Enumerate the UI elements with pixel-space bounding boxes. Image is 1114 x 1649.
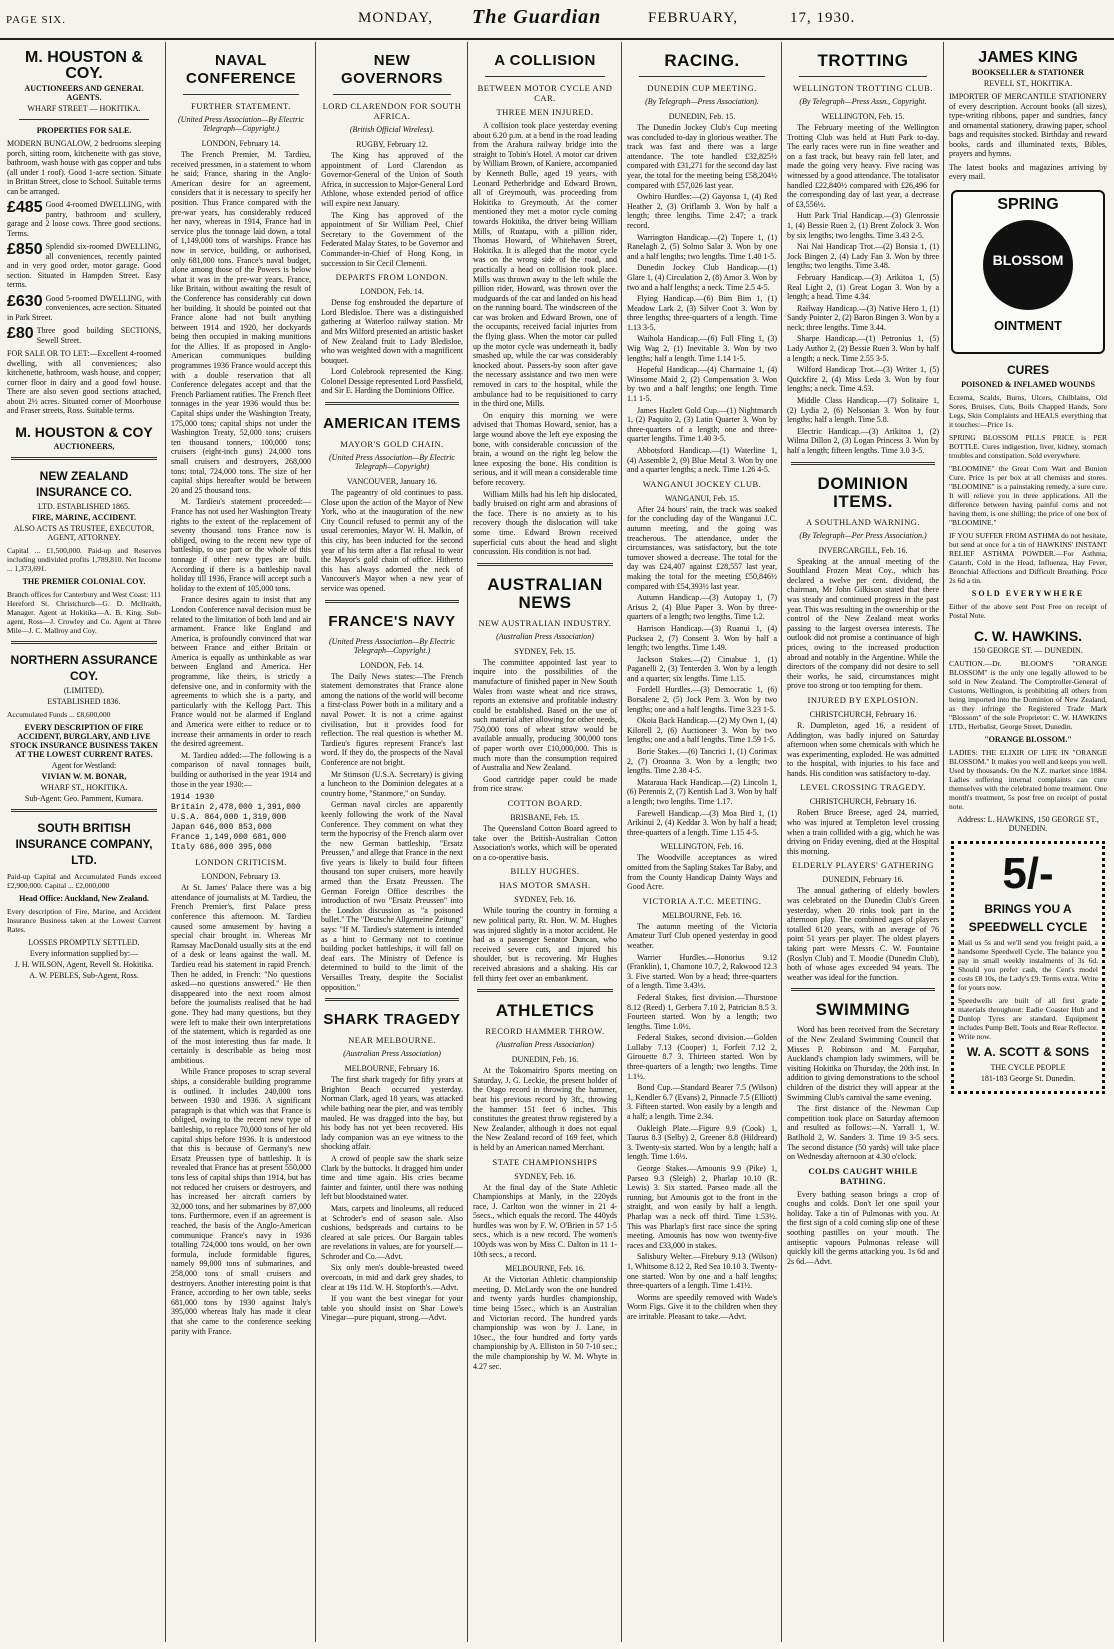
dateline: WANGANUI, Feb. 15. [665, 493, 739, 503]
race-result: Mataraua Hack Handicap.—(2) Lincoln 1, (6) Perennis 2, (7) Kentish Lad 3. Won by half a length; two lengths. Time 1.17. [627, 777, 777, 806]
paragraph: While France proposes to scrap several ships, a considerable building programme is outlined. It includes 240,000 tons between 1930 and 1936. A significant paragraph is that which was that France is obliged, owing to the recent new type of battleship, to replace 70,000 tons of her old capital ships before 1936. It is understood that this is because of Germany's new Ersatz Preussen type of battleship. It is revealed that France has at present 550,000 tons less of capital ships than 1914, but has not reduced her cruisers or destroyers, and has increased her aircraft carriers by 32,000 tons, and her submarines by 87,000 tons. Furthermore, even if an agreement is reached, the basis of the Anglo-American communique France's navy in 1936 totalling 724,000 tons would, on her own formula, include formidable figures, namely 99,000 tons of submarines, and 258,000 tons of small cruisers and destroyers. Another interesting point is that France, according to her own table, seeks 681,000 tons by 1930 against Italy's 395,000 whereas Italy has made it clear that she came to the conference seeking parity with France. [171, 1067, 311, 1336]
subheading: RECORD HAMMER THROW. [485, 1026, 605, 1037]
subheading: COTTON BOARD. [507, 798, 583, 809]
price-five-shillings: 5/- [1002, 848, 1054, 898]
article-body [627, 123, 777, 475]
subheading: DUNEDIN CUP MEETING. [647, 83, 757, 93]
article-body [321, 151, 463, 268]
headline-swimming: SWIMMING [815, 1000, 911, 1020]
paragraph: The Daily News states:—The French statement demonstrates that France alone among the nations of the world will become a first-class Power both in a military and a naval Power. It is not a crime against civilisation, but it provides food for reflection. The real question is whether M. Tardieu's figures represent France's last word. If they do, the prospects of the Naval Conference are not bright. [321, 671, 463, 767]
press-credit: (Australian Press Association) [496, 631, 594, 641]
paragraph: The February meeting of the Wellington Trotting Club was held at Hutt Park to-day. The early races were run in fine weather and on a fast track, but heavy rain fell later, and made the going very heavy. Five racing was witnessed by a good attendance. The totalisator handled £22,840½ compared with £26,496 for the corresponding day of last year, a decrease of £3,556½. [787, 123, 939, 209]
subheading: LEVEL CROSSING TRAGEDY. [800, 782, 926, 793]
paragraph: Lord Colebrook represented the King. Colonel Dessige represented Lord Passfield, and Sir E. Harding the Dominions Office. [321, 367, 463, 396]
divider [477, 989, 613, 992]
property-listing: MODERN BUNGALOW, 2 bedrooms sleeping porch, sitting room, kitchenette with gas stove, bathroom, wash house with gas copper and tubs (all under 1 roof). Good 1-acre section. Situate in Brittan Street, close to School. Suitable terms can be arranged. [7, 139, 161, 196]
race-result: Wilford Handicap Trot.—(3) Writer 1, (5) Quickfire 2, (4) Miss Leda 3. Won by four lengths; a neck. Time 4.53. [787, 365, 939, 394]
article-body [627, 853, 777, 891]
tonnage-table [171, 793, 311, 853]
race-result: Okoia Back Handicap.—(2) My Own 1, (4) Kilorell 2, (6) Auctioneer 3. Won by two lengths; one and a half lengths. Time 1.59 1-5. [627, 716, 777, 745]
subheading: NEAR MELBOURNE. [348, 1035, 436, 1046]
paragraph: France desires again to insist that any London Conference naval decision must be related to the limitation of both land and air armament. France like England and America, is profoundly convinced that war between France and either Britain or America is equally as unthinkable as war between England and America. Her programme, like theirs, is strictly a defensive one, and in conformity with the agreements to which she is a party, and particularly with the Kellogg Pact. This France would not be alarmed if England and America were either to reduce or to increase their armaments in order to reach the desired agreement. [171, 595, 311, 749]
advertisement-text: Six only men's double-breasted tweed overcoats, in mid and dark grey shades, to clear at 19s 11d. W. H. Stopforth's.—Advt. [321, 1263, 463, 1292]
press-credit: (By Telegraph—Press Association). [645, 97, 759, 106]
race-result: Railway Handicap.—(3) Native Hero 1, (1) Sandy Pointer 2, (2) Baron Bingen 3. Won by a neck; three lengths. Time 3.44. [787, 303, 939, 332]
insurance-figures: Accumulated Funds ... £8,600,000 [7, 709, 111, 719]
article-body [321, 1075, 463, 1323]
press-credit: (United Press Association—By Electric Telegraph—Copyright.) [178, 115, 304, 133]
table-row: Japan 646,000 853,000 [171, 823, 272, 833]
ad-line: THE CYCLE PEOPLE [990, 1062, 1066, 1072]
dateline: DUNEDIN, February 16. [822, 875, 904, 885]
press-credit: (United Press Association—By Electric Telegraph—Copyright.) [329, 636, 455, 655]
paragraph: R. Dumpleton, aged 16, a resident of Addington, was badly injured on Saturday afternoon when some chemicals with which he was experimenting, exploded. He was admitted to the hospital, with injuries to his face and hands. His condition was satisfactory to-day. [787, 720, 939, 778]
article-body [171, 883, 311, 1336]
table-row: 1914 1930 [171, 793, 215, 803]
race-result: Warrington Handicap.—(2) Topere 1, (1) Ranelagh 2, (5) Solmo Salar 3. Won by one and a half lengths; two lengths. Time 1.40 1-5. [627, 232, 777, 261]
paragraph: Mr Stimson (U.S.A. Secretary) is giving a luncheon to the Dominion delegates at a country home, "Stanmore," on Sunday. [321, 769, 463, 798]
insurance-line: J. H. WILSON, Agent, Revell St. Hokitika. [14, 959, 154, 969]
subheading: ELDERLY PLAYERS' GATHERING [792, 860, 934, 871]
paragraph: Dense fog enshrouded the departure of Lord Bledisloe. There was a distinguished gathering at Waterloo railway station. Mr and Mrs Wilford presented an artistic basket of New Zealand fruit to Lady Bledisloe, who was weighted down with a magnificent bouquet. [321, 298, 463, 365]
property-listing [7, 242, 161, 290]
ad-body: Mail us 5s and we'll send you freight paid, a handsome Speedwell Cycle. The balance you pay in small weekly instalments of 3s 6d. Should you prefer cash, the Cent's model costs £8 10s, the Lady's £9. Terms extra. Write for yours now. [958, 937, 1099, 992]
insurance-line: THE PREMIER COLONIAL COY. [22, 576, 146, 586]
column-6-news [784, 42, 942, 1642]
ad-body: IF YOU SUFFER FROM ASTHMA do not hesitate, but send at once for a tin of HAWKINS' INSTANT RELIEF ASTHMA POWDER.—For Asthma, Catarrh, Cold in the Head, Influenza, Hay Fever, Bronchial Affections and Difficult Breathing. Price 2s 6d a tin. [949, 530, 1107, 585]
ad-body: Eczema, Scalds, Burns, Ulcers, Chilblains, Old Sores, Bruises, Cuts, Boils Chapped Hands, Sore Legs, Skin Complaints and HEALS everything that it touches:—Price 1s. [949, 392, 1107, 429]
property-description: Splendid six-roomed DWELLING, all conveniences, recently painted and in very good order, motor garage. Good section. Situated in Hampden Street. Easy terms. [7, 242, 161, 289]
paragraph: A crowd of people saw the shark seize Clark by the buttocks. It dragged him under time and time again. His cries became fainter and fainter, until there was nothing left but bloodstained water. [321, 1153, 463, 1202]
dateline: MELBOURNE, February 16. [344, 1064, 440, 1074]
divider [183, 94, 299, 95]
paragraph: Speaking at the annual meeting of the Southland Frozen Meat Coy., which has declared a twelve per cent. dividend, the chairman, Mr John Gilkison stated that there was steady and continued progress in the past year. This was resulting in the ownership or the control of the New Zealand meat works passing to the largest oversea interests. The outlook did not promise a continuance of high prices, owing to the increased production abroad and notably in the Argentine. While the directors of the company did not desire to sell their works, he said, circumstances might prove too strong or too tempting for them. [787, 556, 939, 691]
paragraph: Robert Bruce Breese, aged 24, married, who was injured at Templeton level crossing when a train collided with a gig, which he was driving on Friday evening, died at the Hospital this morning. [787, 808, 939, 856]
press-credit: (Australian Press Association) [343, 1049, 441, 1059]
paragraph: The autumn meeting of the Victoria Amateur Turf Club opened yesterday in good weather. [627, 921, 777, 950]
article-body [473, 1275, 617, 1371]
property-price: £485 [7, 199, 43, 216]
race-result: Bond Cup.—Standard Bearer 7.5 (Wilson) 1, Kendler 6.7 (Evans) 2, Pinnacle 7.5 (Elliott) 3. Fifteen started. Won easily by a length and a half; a length. Time 2.34. [627, 1083, 777, 1122]
article-body [321, 298, 463, 396]
column-rule [621, 42, 622, 1642]
ad-line: BRINGS YOU A [984, 901, 1072, 916]
article-body [787, 1025, 939, 1161]
dateline: INVERCARGILL, Feb. 16. [818, 545, 908, 555]
race-result: Warrier Hurdles.—Honorius 9.12 (Franklin), 1, Chamone 10.7, 2, Rakwood 12.3 3. Five started. Won by a head; three-quarters of a length. Time 3.43½. [627, 952, 777, 991]
subheading: BILLY HUGHES. [510, 866, 580, 877]
column-rule [781, 42, 782, 1642]
ad-line: SPEEDWELL CYCLE [968, 919, 1088, 934]
ad-subtitle: POISONED & INFLAMED WOUNDS [961, 379, 1095, 389]
race-result: George Stakes.—Amounis 9.9 (Pike) 1, Parseo 9.3 (Sleigh) 2, Pharlap 10.10 (R. Lewis) 3. Six started. Parseo made all the running, but Amounis got to the front in the straight, and won easily by half a length. Pharlap was a neck off third. Time 1.53½. This was Pharlap's first race since the spring meeting. Amounis has now won twenty-five races and £33,000 in stakes. [627, 1164, 777, 1250]
paragraph: After 24 hours' rain, the track was soaked for the concluding day of the Wanganui J.C. autumn meeting, and the going was treacherous. The attendance, under the circumstances, was satisfactory, but the tote turnover showed a decrease. The total for the day was £24,407 against £28,557 last year, making the total for the meeting £50,846½ compared with £54,393½ last year. [627, 504, 777, 591]
column-rule [467, 42, 468, 1642]
paragraph: German naval circles are apparently keenly following the work of the Naval Conference. They comment on what they term the hypocrisy of the French alarm over the new German battleship, "Ersatz Preussen," and allege that France in the next five years is likely to build four fifteen thousand ton super cruisers, more heavily armed than the Ersatz Preussen. The German Foreign Office describes the introduction of two "Ersatz Preussen" into the London discussion as "a poisoned bullet." The "Deutsche Allgemeine Zeitung" says: "If M. Tardieu's statement is intended as a hint to Germany not to continue building pocket battleships, it will fall on deaf ears. The Ministry of Defence is determined to build to the limit of the Versailles Treaty, despite the Socialist opposition." [321, 800, 463, 992]
headline-new-governors: NEW GOVERNORS [340, 52, 443, 87]
article-body [473, 121, 617, 557]
article-body [321, 672, 463, 993]
article-body [473, 906, 617, 983]
article-body [627, 922, 777, 1322]
column-7-advertisements [946, 42, 1110, 1642]
masthead-day: MONDAY, [358, 10, 433, 26]
subheading: VICTORIA A.T.C. MEETING. [642, 895, 762, 906]
divider [325, 998, 459, 1001]
ad-body: "BLOOMINE" the Great Corn Wart and Bunion Cure. Price 1s per box at all chemists and stores. "BLOOMINE" is a painstaking remedy, a sure cure. It will relieve you in three applications. All the difference between having painful corns and not having them, is one shilling; the price of one box of "BLOOMINE." [949, 463, 1107, 527]
headline-shark-tragedy: SHARK TRAGEDY [323, 1011, 461, 1029]
dateline: WELLINGTON, Feb. 16. [660, 842, 744, 852]
table-row: U.S.A. 864,000 1,319,000 [171, 813, 287, 823]
subheading: WANGANUI JOCKEY CLUB. [642, 478, 762, 489]
ad-subtitle: "ORANGE BLOSSOM." [984, 734, 1072, 744]
race-result: Oakleigh Plate.—Figure 9.9 (Cook) 1, Taurus 8.3 (Selby) 2, Greener 8.8 (Hildreard) 3. Twenty-six started. Won by a length; half a length. Time 1.6½. [627, 1123, 777, 1162]
article-body [787, 808, 939, 856]
table-row: Italy 686,000 395,000 [171, 843, 272, 853]
divider [477, 563, 613, 566]
insurance-title: NEW ZEALAND INSURANCE CO. [35, 468, 132, 499]
ad-address: Address: L. HAWKINS, 150 GEORGE ST., DUNEDIN. [957, 814, 1099, 833]
insurance-line: FIRE, MARINE, ACCIDENT. [31, 512, 137, 522]
divider [791, 462, 935, 465]
divider [11, 809, 157, 812]
column-3-news [318, 42, 466, 1642]
paragraph: A collision took place yesterday evening about 6.20 p.m. at a bend in the road leading from the Arahura railway bridge into the straight to Tobin's Hotel. A motor car driven by William Brown, of Kaniere, accompanied by Kenneth Bulle, aged 19 years, with Leonard Petherbridge and Edward Brown, all of Greymouth, was proceeding from Hokitika to Greymouth. At the corner mentioned they met a motor cycle coming towards Hokitika, the driver being William Mills, of Ruatapu, with a pillion rider, Thomas Howard, of Whitehaven Street, Hokitika. It is alleged that the motor cycle was on the wrong side of the road, and practically a head on collision took place. Mills was thrown away to the left while the pillion rider, Howard, was thrown over the mudguards of the car and landed on his head on the running board. The windscreen of the car was broken and Edward Brown, one of the occupants, received facial injuries from the flying glass. When the motor car pulled up the motor cycle was underneath it, badly smashed up, while the car was considerably knocked about. Passers-by soon after gave the necessary assistance and two men were removed in cars to the hospital, while the ambulance had to be requisitioned to carry in the third one, Mills. [473, 121, 617, 409]
paragraph: At the final day of the State Athletic Championships at Manly, in the 220yds race, J. Carlton won the winner in 21 4-5secs., which equals the record. The 440yds hurdles was won by F. W. O'Brien in 57 1-5 secs., which is a new record. The women's 100yds was won by Miss C. Dalton in 11 1-10th secs., a record. [473, 1182, 617, 1259]
paragraph: M. Tardieu added:—The following is a comparison of naval tonnages built, building or authorised in the year 1914 and those in the year 1930:— [171, 750, 311, 789]
race-result: Nai Nai Handicap Trot.—(2) Bonsia 1, (1) Jock Bingen 2, (4) Lady Fan 3. Won by three lengths; two lengths. Time 3.48. [787, 242, 939, 271]
headline-australian-news: AUSTRALIAN NEWS [487, 574, 603, 612]
press-credit: (British Official Wireless). [349, 125, 435, 134]
ad-body: LADIES: THE ELIXIR OF LIFE IN "ORANGE BLOSSOM." It makes you well and keeps you well. Used by thousands. On the N.Z. market since 1884. Ladies suffering internal complaints can cure themselves with the celebrated home treatment. One month's treatment, 5s post free on receipt of postal note. [949, 747, 1107, 811]
paragraph: The first distance of the Newman Cup competition took place on Saturday afternoon and resulted as follows:—N. Yarrall 1, W. Batlhold 2, W. Sanders 3. Time 19 3-5 secs. The second distance (50 yards) will take place on Wednesday afternoon at 4.30 o'clock. [787, 1104, 939, 1162]
ad-subtitle: AUCTIONEERS, [53, 441, 115, 451]
insurance-line: Head Office: Auckland, New Zealand. [19, 893, 149, 903]
race-result: Borie Stakes.—(6) Tancrici 1, (1) Corimax 2, (7) Oroanna 3. Won by a length; two lengths. Time 2.38 4-5. [627, 747, 777, 776]
insurance-figures: Capital ... £1,500,000. Paid-up and Reserves including undivided profits 1,789,810. Net Income ... 1,373,691. [7, 545, 161, 573]
subheading: INJURED BY EXPLOSION. [807, 694, 919, 705]
article-body [473, 658, 617, 794]
paragraph: M. Tardieu's statement proceeded:—France has not used her Washington Treaty rights to the extent of the replacement of seventy thousand tons France now is obliged, owing to the recent new type of battleship, to use part or the whole of this tonnage if other new types are built. According if there is a battleship naval holiday till 1936, France will accept such a holiday to the extent of 105,000 tons. [171, 497, 311, 593]
column-1-advertisements [4, 42, 164, 1642]
divider [333, 94, 451, 95]
spring-blossom-logo [951, 190, 1105, 354]
headline-trotting: TROTTING [817, 51, 909, 70]
subheading: NEW AUSTRALIAN INDUSTRY. [478, 617, 612, 628]
divider [325, 402, 459, 405]
dateline: LONDON, February 14. [201, 139, 281, 148]
race-result: Waihola Handicap.—(6) Full Fling 1, (3) Wig Wag 2, (1) Inevitable 3. Won by two lengths; half a length. Time 1.14 1-5. [627, 334, 777, 363]
ad-body: SPRING BLOSSOM PILLS PRICE is PER BOTTLE. Cures indigestion, liver, kidney, stomach troubles and constipation. Sold everywhere. [949, 432, 1107, 460]
article-body [473, 1183, 617, 1260]
property-description: Good 5-roomed DWELLING, with conveniences, acre section. Situated in Park Street. [7, 293, 161, 322]
paragraph: While touring the country in forming a new political party, Rt. Hon. W. M. Hughes was injured slightly in a motor accident. He had as a passenger Senator Duncan, who received severe cuts, and injured his shoulder, but is recovering. Mr Hughes received abrasions and a shaking. His car fell thirty feet over an embankment. [473, 906, 617, 983]
property-listing [7, 200, 161, 238]
dateline: SYDNEY, Feb. 16. [514, 895, 576, 905]
article-body [787, 557, 939, 691]
subheading: LORD CLARENDON FOR SOUTH AFRICA. [322, 101, 462, 121]
insurance-title: SOUTH BRITISH INSURANCE COMPANY, LTD. [15, 820, 153, 867]
dateline: VANCOUVER, January 16. [346, 477, 438, 487]
insurance-agents: Branch offices for Canterbury and West Coast: 111 Hereford St. Christchurch—G. D. McIlraith, Manager. Agent at Hokitika—A. B. King. Sub-agent, Ross—J. Crowley and Co. Agent at Three Mile—J. C. Mallroy and Coy. [7, 589, 161, 635]
paragraph: On enquiry this morning we were advised that Thomas Howard, senior, has a large wound above the left eye exposing the bone, with considerable concussion of the brain, a wound on the right leg below the knee exposing the bone. His condition is serious, and it will mean a considerable time before recovery. [473, 410, 617, 487]
column-5-racing [624, 42, 780, 1642]
race-result: February Handicap.—(3) Arikitoa 1, (5) Real Light 2, (1) Great Logan 3. Won by a length; a head. Time 4.34. [787, 272, 939, 302]
article-body [321, 488, 463, 594]
article-body [787, 1190, 939, 1267]
paragraph: At the Tokomairiro Sports meeting on Saturday, J. G. Leckie, the present holder of the Otago record in throwing the hammer, beat his previous record by 3ft., throwing the hammer 151 feet 6 inches. This constitutes the greatest throw registered by a New Zealander, although it does not equal the New Zealand record of 169 feet, which is held by an American named Merchant. [473, 1066, 617, 1152]
paragraph: The pageantry of old continues to pass. Close upon the action of the Mayor of New York, who at the inauguration of the new City Council refused to permit any of the usual ceremonies, Mayor W. H. Malkin, of this city, has been inducted for the second year of his term after a flat refusal to wear the Mayor's gold chain of office. Hitherto this has always adorned the neck of Vancouver's Mayor when a new year of service was opened. [321, 488, 463, 593]
dateline: SYDNEY, Feb. 15. [514, 646, 576, 656]
ad-title-houston-2: M. HOUSTON & COY [15, 423, 153, 440]
divider [639, 76, 765, 77]
headline-dominion-items: DOMINION ITEMS. [817, 473, 909, 511]
divider [799, 76, 927, 77]
logo-text: OINTMENT [994, 317, 1062, 333]
race-result: Jackson Stakes.—(2) Cimabue 1, (1) Paganelli 2, (3) Tenterden 3. Won by a length and a quarter; six lengths. Time 1.15. [627, 654, 777, 683]
insurance-line: ESTABLISHED 1836. [47, 696, 121, 706]
newspaper-title: The Guardian [472, 6, 602, 28]
subheading: FURTHER STATEMENT. [191, 101, 291, 111]
press-credit: (By Telegraph—Per Press Association.) [799, 530, 927, 540]
insurance-line: Sub-Agent: Geo. Pamment, Kumara. [24, 793, 144, 803]
column-rule [165, 42, 166, 1642]
subheading: DEPARTS FROM LONDON. [335, 272, 449, 283]
headline-frances-navy: FRANCE'S NAVY [328, 612, 456, 630]
paragraph: The French Premier, M. Tardieu, received pressmen, in a statement to whom he said; France, sharing in the Anglo-American desire for an agreement, considers that it is necessary to specify her position. Thus France compared with the pre-war years, has considerably reduced her navy, whereas in 1914, France had in service plus the tonnage laid down, a total of 1,149,000 tons of warships. France has now in service, building, or authorised, only 681,000 tons. France's naval budget, alone among those of the Powers is below what it was in the pre-war years. France, like Britain, without awaiting the result of the Conference has considerably cut down her building. It should be pointed out that France alone had not built anything between 1914 and 1920, her dockyards being then occupied in making munitions for the Allies. If as proposed in Anglo-American communiques building programmes 1936 France would accept this with a double reservation that all Conference delegates accept and that the French Parliament ratifies. The French fleet tonnages in the year 1936 would thus be: Capital ships under the Washington Treaty, 175,000 tons; capital ships not under the Washington Treaty, 52,000 tons; cruisers ten thousand tonners, 100,000 tons; cruisers (eight-inch guns) 24,000 tons small cruisers and destroyers, 268,000 tons; total, 724,000 tons. The size of her capital ships hereafter would be between 20 and 25 thousand tons. [171, 150, 311, 495]
ad-subtitle: AUCTIONEERS AND GENERAL AGENTS. [24, 84, 144, 102]
property-listing [7, 294, 161, 323]
paragraph: William Mills had his left hip dislocated, badly bruised on right arm and abrasions of the face. There is no anxiety as to his recovery though the dislocation will take some time. Edward Brown received superficial cuts about the head and slight concussion. His condition is not bad. [473, 489, 617, 557]
race-result: Harrison Handicap.—(3) Ruanui 1, (4) Pucksea 2, (7) Consent 3. Won by half a length; two lengths. Time 1.49. [627, 623, 777, 653]
subheading: STATE CHAMPIONSHIPS [492, 1156, 598, 1167]
subheading: A SOUTHLAND WARNING. [806, 516, 920, 527]
race-result: Hopeful Handicap.—(4) Charmaine 1, (4) Winsome Maid 2, (2) Compensation 3. Won by two and a half lengths; one length. Time 1.1 1-5. [627, 365, 777, 404]
ad-address: 181-183 George St. Dunedin. [980, 1073, 1076, 1083]
dateline: MELBOURNE, Feb. 16. [505, 1264, 585, 1274]
column-2-naval-conference [168, 42, 314, 1642]
dateline: DUNEDIN, Feb. 16. [511, 1055, 579, 1065]
logo-text: SPRING [997, 195, 1059, 213]
headline-collision: A COLLISION [494, 52, 596, 69]
article-body [473, 1066, 617, 1152]
insurance-subtitle: LTD. ESTABLISHED 1865. [38, 501, 130, 511]
subheading: HAS MOTOR SMASH. [499, 880, 591, 891]
insurance-agent-name: VIVIAN W. M. BONAR, [41, 771, 127, 781]
column-rule [315, 42, 316, 1642]
race-result: Federal Stakes, first division.—Thurstone 8.12 (Reed) 1, Gerbera 7.10 2, Patrician 8.5 3. Fourteen started. Won by a length; two lengths. Time 1.0½. [627, 992, 777, 1031]
dateline: LONDON, Feb. 14. [360, 660, 424, 670]
headline-american-items: AMERICAN ITEMS [323, 415, 461, 433]
insurance-line: A. W. PEBLES, Sub-Agent, Ross. [29, 970, 139, 980]
divider [325, 600, 459, 603]
dateline: SYDNEY, Feb. 16. [514, 1171, 576, 1181]
ad-title-houston: M. HOUSTON & COY. [25, 49, 143, 82]
dateline: LONDON, February 13. [201, 872, 281, 882]
race-result: James Hazlett Gold Cup.—(1) Nightmarch 1, (2) Paquito 2, (3) Latin Quarter 3. Won by three-quarters of a length; one and three-quarter lengths. Time 1.40 3-5. [627, 405, 777, 444]
subheading: BETWEEN MOTOR CYCLE AND CAR. [477, 83, 613, 103]
insurance-line: WHARF ST., HOKITIKA. [40, 782, 128, 792]
dateline: WELLINGTON, Feb. 15. [821, 112, 905, 121]
speedwell-cycle-ad [951, 841, 1105, 1094]
article-body [473, 824, 617, 862]
ad-address: 150 GEORGE ST. — DUNEDIN. [973, 645, 1083, 655]
advertisement-text: Every bathing season brings a crop of coughs and colds. Don't let one spoil your holiday. Take a tin of Pulmonas with you. At the first sign of a cold coming slip one of these soothing pastilles on your mouth. The antiseptic vapours Pulmonas release will quickly kill the germs attacking you. 1s 6d and 2s 6d.—Advt. [787, 1189, 939, 1266]
ad-name: C. W. HAWKINS. [973, 627, 1083, 644]
divider [19, 119, 149, 120]
property-listing: FOR SALE OR TO LET:—Excellent 4-roomed dwelling, with all conveniences; also kitchenette, bathroom, wash house, and copper; corner floor in dairy and a good fowl house. There are also seven good sections attached, about 2½ acres. Situated corner of Moorhouse and Fraser streets, Ross. Suitable terms. [7, 349, 161, 415]
paragraph: The King has approved of the appointment of Lord Clarendon as Governor-General of the Union of South Africa, in succession to Major-General Lord Athlone, whose extended period of office will expire next January. [321, 151, 464, 208]
ad-subtitle: BOOKSELLER & STATIONER [971, 68, 1085, 77]
ad-body: Speedwells are built of all first grade materials throughout: Eadie Coaster Hub and Dunlop Tyres are standard. Equipment includes Pump Bell, Tools and Rear Reflector. Write now. [958, 995, 1098, 1041]
dateline: BRISBANE, Feb. 15. [510, 813, 580, 823]
divider [485, 76, 605, 77]
blossom-seal-icon [983, 220, 1073, 310]
ad-body: IMPORTER OF MERCANTILE STATIONERY of every description. Account books (all sizes), type-writing ribbons, paper and sundries, fancy and ornamental stationery, drawing paper, school bags and requisites stocked. Birthday and reward books, cards and illuminated texts, Bibles, prayers and hymns. [949, 92, 1107, 158]
subheading: LONDON CRITICISM. [195, 857, 287, 868]
subheading: WELLINGTON TROTTING CLUB. [793, 83, 933, 93]
race-result: Autumn Handicap.—(3) Autopay 1, (7) Arisus 2, (4) Blue Paper 3. Won by three-quarters of a length; two lengths. Time 1.2. [627, 593, 777, 622]
headline-naval-conference: NAVAL CONFERENCE [185, 52, 296, 87]
logo-text: BLOSSOM [992, 251, 1064, 268]
subheading: THREE MEN INJURED. [496, 107, 594, 117]
divider [11, 641, 157, 644]
article-body [171, 150, 311, 789]
dateline: LONDON, Feb. 14. [360, 287, 424, 297]
masthead-date: 17, 1930. [790, 10, 856, 26]
dateline: CHRISTCHURCH, February 16. [809, 797, 917, 807]
race-result: Owhiro Hurdles:—(2) Gayonsa 1, (4) Red Heather 2, (3) Oriflamb 3. Won by half a length; three lengths. Time 2.47; a track record. [627, 192, 777, 230]
race-result: Middle Class Handicap.—(7) Solitaire 1, (2) Lydia 2, (6) Nelsonian 3. Won by four lengths; half a length. Time 5.8. [787, 396, 939, 425]
insurance-line: Every information supplied by:— [29, 948, 139, 958]
advertisement-text: Worms are speedily removed with Wade's Worm Figs. Give it to the children when they are irritable. Pleasant to take.—Advt. [627, 1292, 777, 1321]
insurance-figures: Paid-up Capital and Accumulated Funds exceed £2,900,000. Capital ... £2,000,000 [7, 871, 161, 890]
race-result: Hutt Park Trial Handicap.—(3) Glenrossie 1, (4) Bessie Ruen 2, (1) Brent Zolock 3. Won by six lengths; two lengths. Time 3.43 2-5. [787, 211, 939, 240]
paragraph: The Queensland Cotton Board agreed to take over the British-Australian Cotton Association's works, which will be operated on a co-operative basis. [473, 824, 617, 862]
paragraph: The first shark tragedy for fifty years at Brighton Beach occurred yesterday. Norman Clark, aged 18 years, was attacked while bathing near the pier, and was terribly mauled. He was dragged into the bay, but his body has not yet been recovered. His lady companion was an eye witness to the shocking affair. [321, 1075, 463, 1152]
divider [11, 457, 157, 460]
paragraph: The annual gathering of elderly bowlers was celebrated on the Dunedin Club's Green yesterday, when 20 rinks took part in the afternoon play. The combined ages of players totalled 6120 years, with an average of 76 point 51 years per player. The oldest players taking part were Messrs C. W. Fountaine (Roslyn Club) and T. Moodie (Dunedin Club), both of whose ages exceeded 94 years. The weather was ideal for the function. [787, 886, 939, 982]
article-body [787, 721, 939, 779]
ad-title-james-king: JAMES KING [978, 49, 1078, 66]
paragraph: The Dunedin Jockey Club's Cup meeting was concluded to-day in glorious weather. The track was fast and there was a large attendance. The tote handled £32,825½ compared with £31,271 for the second day last year, the total for the meeting being £58,204½ compared with £57,026 last year. [627, 123, 777, 190]
paragraph: The Woodville acceptances as wired omitted from the Sapling Stakes Tar Baby, and from the County Handicap Dainty Ways and Good Acre. [627, 853, 777, 892]
headline-racing: RACING. [664, 51, 740, 70]
advertisement-text: If you want the best vinegar for your table you should insist on Shar Lowe's Vinegar—pure piquant, strong.—Advt. [321, 1294, 463, 1323]
ad-heading: CURES [1006, 362, 1049, 377]
headline-athletics: ATHLETICS [495, 1001, 595, 1021]
table-row: France 1,149,000 681,000 [171, 833, 287, 843]
paragraph: At the Victorian Athletic championship meeting, D. McLardy won the one hundred and twenty yards hurdles championship, time being 15sec., which is an Australian and Victorian record. The hundred yards championship was won by J. Lane, in 10sec., the four hundred and forty yards championship by A. Elliston in 50 7-10 sec.; the mile championship by W. M. Whyte in 4.27 sec. [473, 1275, 617, 1371]
press-credit: (Australian Press Association) [496, 1040, 594, 1050]
column-4-news [470, 42, 620, 1642]
property-description: Three good building SECTIONS, Sewell Street. [36, 326, 161, 345]
masthead [0, 0, 1114, 40]
paragraph: Good cartridge paper could be made from rice straw. [473, 774, 617, 794]
property-listing [7, 326, 161, 345]
ad-firm-name: W. A. SCOTT & SONS [966, 1044, 1090, 1059]
advertisement-text: Mats, carpets and linoleums, all reduced at Schroder's end of season sale. Also cushions, bedspreads and curtains to be cleared at sale prices. Our Bargain tables are revelations in values, are for yourself.—Schroder and Co.—Advt. [321, 1203, 463, 1261]
paragraph: The King has approved of the appointment of Sir William Peel, Chief Secretary to the Government of the Federated Malay States, to be Governor and Commander-in-Chief of Hong Kong, in succession to Sir Cecil Clementi. [321, 210, 463, 268]
race-result: Abbotsford Handicap.—(1) Waterline 1, (4) Assemble 2, (9) Blue Metal 3. Won by one and a quarter lengths; a neck. Time 1.26 4-5. [627, 446, 777, 475]
ad-body: The latest books and magazines arriving by every mail. [949, 162, 1107, 181]
dateline: MELBOURNE, Feb. 16. [662, 910, 742, 920]
insurance-line: ALSO ACTS AS TRUSTEE, EXECUTOR, AGENT, ATTORNEY. [13, 523, 155, 542]
race-result: Sharpe Handicap.—(1) Petronius 1, (5) Lady Author 2, (2) Bessie Ruen 3. Won by half a length; a neck. Time 2.55 3-5. [787, 334, 939, 363]
ad-address: REVELL ST., HOKITIKA. [983, 79, 1073, 88]
paragraph: The committee appointed last year to inquire into the possibilities of the manufacture of finished paper in New South Wales from waste wheat and rice straws, reports an extensive and profitable industry could be established. Based on the use of such material after allowing for other needs, 750,000 tons of wheat straw would be available annually, producing 300,000 tons of paper worth over £10,000,000. This is much more than the consumption required of Australia and New Zealand. [473, 657, 617, 773]
page-number: PAGE SIX. [6, 14, 66, 26]
divider [791, 988, 935, 991]
insurance-subtitle: (LIMITED). [63, 685, 105, 695]
race-result: Farewell Handicap.—(3) Moa Bird 1, (1) Arikinui 2, (4) Keddar 3. Won by half a head; three-quarters of a length. Time 1.15 4-5. [627, 808, 777, 837]
race-result: Dunedin Jockey Club Handicap.—(1) Glare 1, (4) Circulation 2, (8) Amor 3. Won by two and a half lengths; a neck. Time 2.5 4-5. [627, 263, 777, 292]
insurance-title: NORTHERN ASSURANCE COY. [10, 652, 158, 683]
article-body [627, 505, 777, 838]
race-result: Salisbury Welter.—Firebury 9.13 (Wilson) 1, Whitsome 8.12 2, Red Sea 10.10 3. Twenty-one started. Won by one and a half lengths; three-quarters of a length. Time 1.41½. [627, 1252, 777, 1291]
insurance-line: Agent for Westland: [51, 760, 117, 770]
paragraph: At St. James' Palace there was a big attendance of journalists at M. Tardieu, the French Premier's, first Palace press conference this afternoon. M. Tardieu caused some amusement by having a special chair brought in. Whereas Mr Ramsay MacDonald usually sits at the end of a desk or leans against the wall. M. Tardieu read his statement in rapid French. Then he added, in French: "No questions asked—no questions answered." He then disappeared into the next room almost before the journalists realised that he had gone. They had many questions, but they were left to make their own interpretations of the statement, which is regarded as one of the most interesting thus far made. It certainly is describable as being most ambitious. [171, 883, 311, 1065]
insurance-line: LOSSES PROMPTLY SETTLED. [28, 937, 140, 947]
property-price: £80 [7, 325, 34, 342]
masthead-month: FEBRUARY, [648, 10, 739, 26]
table-row: Britain 2,478,000 1,391,000 [171, 803, 301, 813]
subheading: COLDS CAUGHT WHILE BATHING. [808, 1165, 918, 1186]
article-body [787, 123, 939, 456]
ad-subtitle: SOLD EVERYWHERE [971, 588, 1085, 598]
race-result: Fordell Hurdles.—(3) Democratic 1, (6) Borsalene 2, (5) Jock Pern 3. Won by two lengths; one and a half lengths. Time 3.23 1-5. [627, 685, 777, 714]
insurance-line: Every description of Fire, Marine, and Accident Insurance Business taken at the Lowest Current Rates. [7, 906, 161, 934]
race-result: Federal Stakes, second division.—Golden Lullaby 7.13 (Cooper) 1, Forfeit 7.12 2, Girouette 8.7 3. Thirteen started. Won by three-quarters of a length; two lengths. Time 1.1½. [627, 1033, 777, 1081]
dateline: CHRISTCHURCH, February 16. [809, 709, 917, 719]
press-credit: (United Press Association—By Electric Telegraph—Copyright) [329, 453, 455, 472]
property-price: £630 [7, 292, 43, 310]
race-result: Electric Handicap.—(3) Arikitoa 1, (2) Wilma Dillon 2, (3) Logan Princess 3. Won by half a length; fifteen lengths. Time 3.0 3-5. [787, 426, 939, 455]
dateline: DUNEDIN, Feb. 15. [668, 112, 736, 121]
race-result: Flying Handicap.—(6) Bim Bim 1, (1) Meadow Lark 2, (3) Silver Coot 3. Won by three lengths; three-quarters of a length. Time 1.13 3-5. [627, 294, 777, 332]
press-credit: (By Telegraph—Press Assn., Copyright. [799, 97, 927, 106]
column-rule [943, 42, 944, 1642]
ad-address: WHARF STREET — HOKITIKA. [27, 104, 141, 113]
property-description: Good 4-roomed DWELLING, with pantry, bathroom and scullery, garage and 2 loose cows. Three good sections. Terms. [7, 200, 161, 238]
dateline: RUGBY, February 12. [356, 140, 428, 149]
ad-body: Either of the above sent Post Free on receipt of Postal Note. [949, 601, 1107, 620]
properties-heading: PROPERTIES FOR SALE. [36, 126, 132, 135]
article-body [787, 886, 939, 982]
subheading: MAYOR'S GOLD CHAIN. [340, 439, 444, 450]
ad-body: CAUTION.—Dr. BLOOM'S "ORANGE BLOSSOM" is the only one legally allowed to be sold in New Zealand. The Comptroller-General of Customs, Wellington, is prohibiting all others from being imported into the Dominion of New Zealand, as they infringe the Registered Trade Mark "Blossom" of the sole Proprietor: C. W. HAWKINS LTD., Herbalist, George Street, Dunedin. [949, 658, 1107, 731]
property-price: £850 [7, 241, 43, 258]
paragraph: Word has been received from the Secretary of the New Zealand Swimming Council that Misses P. Robinson and M. Farquhar, Auckland's champion lady swimmers, will be visiting Hokitika on Thursday, the 20th inst. In addition to giving demonstrations to the school children of the district they will appear at the Swimming Club's carnival the same evening. [787, 1025, 939, 1102]
insurance-line: EVERY DESCRIPTION OF FIRE ACCIDENT, BURGLARY, AND LIVE STOCK INSURANCE BUSINESS TAKEN AT THE LOWEST CURRENT RATES. [10, 722, 158, 759]
